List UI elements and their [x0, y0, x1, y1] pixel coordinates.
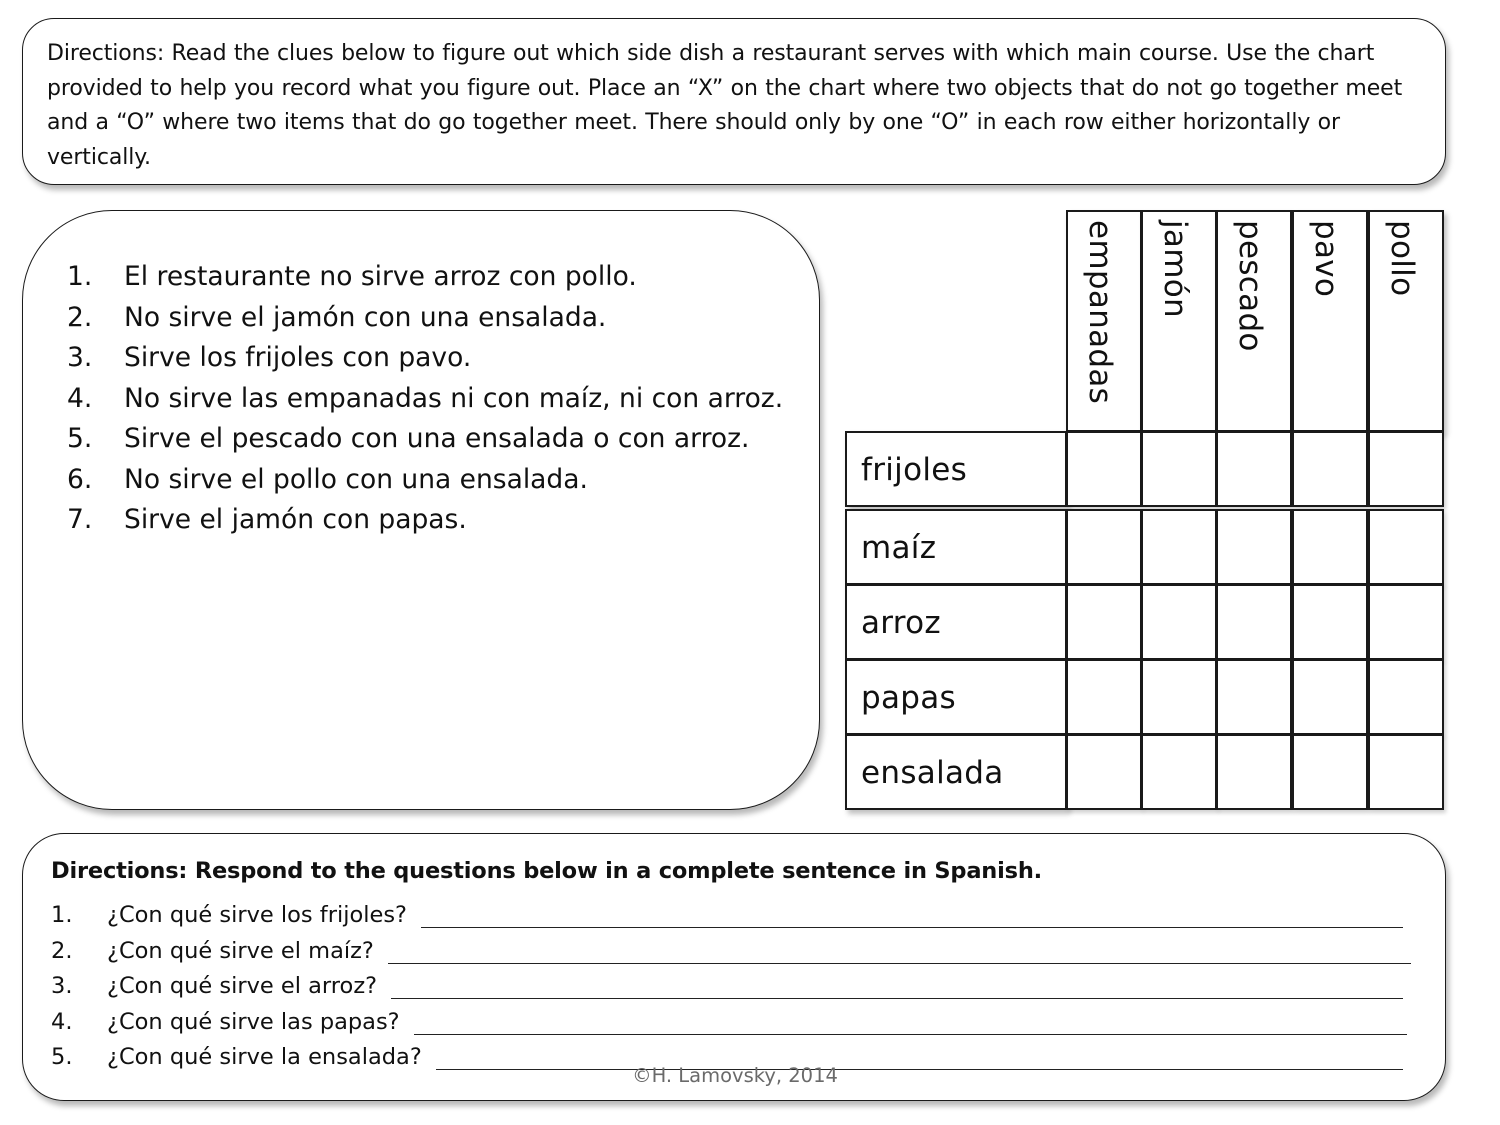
grid-column-header	[1216, 210, 1292, 432]
grid-answer-cell[interactable]	[1141, 431, 1217, 507]
question-item	[51, 965, 1403, 999]
grid-answer-cell[interactable]	[1292, 584, 1368, 660]
grid-answer-cell[interactable]	[1066, 509, 1142, 585]
grid-answer-cell[interactable]	[1368, 659, 1444, 735]
grid-column-header	[1141, 210, 1217, 432]
question-text: ¿Con qué sirve las papas?	[107, 1008, 400, 1035]
answer-line[interactable]	[391, 976, 1403, 999]
grid-answer-cell[interactable]	[1066, 734, 1142, 810]
clue-item	[67, 379, 787, 419]
grid-row-label: maíz	[861, 530, 937, 566]
grid-row-header	[845, 584, 1067, 660]
grid-answer-cell[interactable]	[1368, 734, 1444, 810]
grid-row-label: frijoles	[861, 452, 968, 488]
grid-column-label: pescado	[1232, 220, 1268, 352]
question-number: 5.	[51, 1044, 73, 1070]
grid-answer-cell[interactable]	[1292, 431, 1368, 507]
clue-number: 5.	[67, 423, 93, 454]
clues-box	[22, 210, 820, 810]
clue-text: Sirve los frijoles con pavo.	[124, 342, 472, 373]
grid-answer-cell[interactable]	[1066, 584, 1142, 660]
answer-line[interactable]	[388, 941, 1411, 964]
directions-box	[22, 18, 1446, 185]
clue-number: 3.	[67, 342, 93, 373]
clue-item	[67, 500, 787, 540]
grid-answer-cell[interactable]	[1141, 584, 1217, 660]
question-item	[51, 1001, 1407, 1035]
question-text: ¿Con qué sirve la ensalada?	[107, 1044, 422, 1070]
clue-text: Sirve el jamón con papas.	[124, 504, 467, 535]
grid-column-label: pollo	[1384, 220, 1420, 297]
grid-answer-cell[interactable]	[1216, 431, 1292, 507]
clue-item	[67, 338, 787, 378]
copyright-text: ©H. Lamovsky, 2014	[632, 1064, 838, 1087]
grid-row-header	[845, 659, 1067, 735]
clue-number: 2.	[67, 301, 93, 333]
grid-row-header	[845, 509, 1067, 585]
clue-number: 1.	[67, 261, 93, 292]
question-number: 2.	[51, 937, 73, 964]
grid-answer-cell[interactable]	[1216, 509, 1292, 585]
grid-answer-cell[interactable]	[1066, 659, 1142, 735]
grid-row-label: papas	[861, 680, 956, 716]
questions-directions: Directions: Respond to the questions below in a complete sentence in Spanish.	[51, 858, 1042, 884]
grid-answer-cell[interactable]	[1216, 734, 1292, 810]
grid-column-header	[1292, 210, 1368, 432]
answer-line[interactable]	[414, 1012, 1407, 1035]
clue-text: No sirve las empanadas ni con maíz, ni con arroz.	[124, 382, 784, 414]
answer-line[interactable]	[421, 905, 1403, 928]
grid-answer-cell[interactable]	[1292, 509, 1368, 585]
logic-grid	[845, 210, 1447, 812]
grid-answer-cell[interactable]	[1066, 431, 1142, 507]
clue-text: No sirve el pollo con una ensalada.	[124, 463, 588, 495]
grid-answer-cell[interactable]	[1292, 659, 1368, 735]
grid-column-header	[1066, 210, 1142, 432]
clue-number: 4.	[67, 382, 93, 414]
question-number: 4.	[51, 1008, 73, 1035]
grid-answer-cell[interactable]	[1368, 431, 1444, 507]
clue-list	[67, 257, 787, 541]
directions-text: Directions: Read the clues below to figure out which side dish a restaurant serves with which main course. Use the chart provided to help you record what you figure out. Place an “X” on the chart where two objects that do not go together meet and a “O” where two items that do go together meet. There should only by one “O” in each row either horizontally or vertically.	[47, 41, 1403, 170]
question-text: ¿Con qué sirve el maíz?	[107, 937, 374, 964]
clue-number: 7.	[67, 504, 93, 535]
clue-item	[67, 460, 787, 500]
question-text: ¿Con qué sirve el arroz?	[107, 973, 378, 999]
question-number: 3.	[51, 973, 73, 999]
grid-column-header	[1368, 210, 1444, 432]
grid-row-header	[845, 734, 1067, 810]
grid-answer-cell[interactable]	[1216, 584, 1292, 660]
grid-answer-cell[interactable]	[1368, 509, 1444, 585]
grid-column-label: empanadas	[1082, 220, 1118, 405]
question-item	[51, 930, 1411, 964]
grid-answer-cell[interactable]	[1368, 584, 1444, 660]
grid-column-label: jamón	[1157, 220, 1193, 318]
question-item	[51, 894, 1403, 928]
grid-row-header	[845, 431, 1067, 507]
clue-text: Sirve el pescado con una ensalada o con arroz.	[124, 423, 750, 454]
grid-answer-cell[interactable]	[1141, 509, 1217, 585]
question-number: 1.	[51, 902, 73, 928]
clue-text: No sirve el jamón con una ensalada.	[124, 301, 607, 333]
questions-box	[22, 833, 1446, 1101]
grid-answer-cell[interactable]	[1141, 734, 1217, 810]
grid-row-label: arroz	[861, 605, 941, 641]
clue-item	[67, 419, 787, 459]
grid-answer-cell[interactable]	[1292, 734, 1368, 810]
question-text: ¿Con qué sirve los frijoles?	[107, 902, 407, 928]
grid-answer-cell[interactable]	[1141, 659, 1217, 735]
clue-item	[67, 298, 787, 338]
grid-column-label: pavo	[1308, 220, 1344, 298]
clue-number: 6.	[67, 463, 93, 495]
clue-item	[67, 257, 787, 297]
grid-row-label: ensalada	[861, 755, 1004, 791]
grid-answer-cell[interactable]	[1216, 659, 1292, 735]
clue-text: El restaurante no sirve arroz con pollo.	[124, 261, 637, 292]
